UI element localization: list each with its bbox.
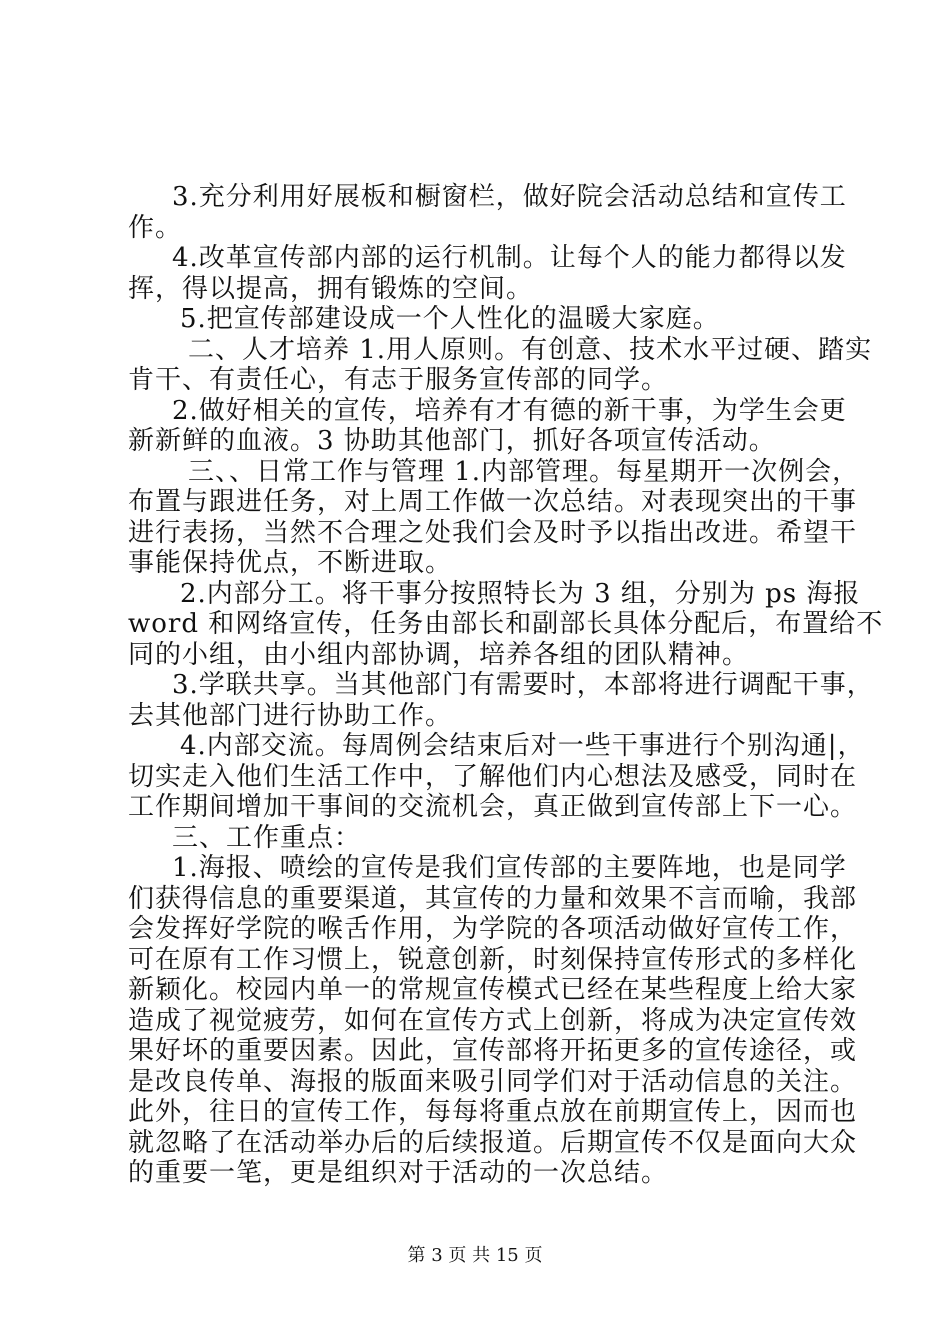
page-number-footer: 第 3 页 共 15 页 [407,1245,543,1266]
text-line: 的重要一笔，更是组织对于活动的一次总结。 [128,1158,669,1188]
text-line: 3.充分利用好展板和橱窗栏，做好院会活动总结和宣传工 [172,182,847,212]
text-line: 挥，得以提高，拥有锻炼的空间。 [128,273,534,304]
text-line: 3.学联共享。当其他部门有需要时，本部将进行调配干事， [172,670,874,700]
text-line: 2.做好相关的宣传，培养有才有德的新干事，为学生会更 [172,395,847,426]
text-line: 同的小组，由小组内部协调，培养各组的团队精神。 [128,639,750,670]
text-line: 可在原有工作习惯上，锐意创新，时刻保持宣传形式的多样化 [128,944,858,975]
text-line: 事能保持优点，不断进取。 [128,548,453,578]
text-line: 会发挥好学院的喉舌作用，为学院的各项活动做好宣传工作， [128,914,858,944]
text-line: 4.内部交流。每周例会结束后对一些干事进行个别沟通|， [180,731,865,761]
text-line: 新新鲜的血液。3 协助其他部门，抓好各项宣传活动。 [128,426,776,456]
text-line: word 和网络宣传，任务由部长和副部长具体分配后，布置给不 [128,609,884,639]
section-heading: 三、工作重点： [172,822,362,853]
text-line: 三、、日常工作与管理 1.内部管理。每星期开一次例会， [188,456,860,487]
text-line: 就忽略了在活动举办后的后续报道。后期宣传不仅是面向大众 [128,1127,858,1158]
text-line: 4.改革宣传部内部的运行机制。让每个人的能力都得以发 [172,243,847,273]
text-line: 布置与跟进任务，对上周工作做一次总结。对表现突出的干事 [128,487,858,517]
text-line: 果好坏的重要因素。因此，宣传部将开拓更多的宣传途径，或 [128,1036,858,1066]
text-line: 去其他部门进行协助工作。 [128,700,453,731]
text-line: 1.海报、喷绘的宣传是我们宣传部的主要阵地，也是同学 [172,853,847,883]
text-line: 二、人才培养 1.用人原则。有创意、技术水平过硬、踏实 [188,334,873,365]
text-line: 肯干、有责任心，有志于服务宣传部的同学。 [128,365,669,395]
text-line: 新颖化。校园内单一的常规宣传模式已经在某些程度上给大家 [128,975,858,1005]
text-line: 们获得信息的重要渠道，其宣传的力量和效果不言而喻，我部 [128,883,858,914]
text-line: 工作期间增加干事间的交流机会，真正做到宣传部上下一心。 [128,792,858,822]
text-line: 5.把宣传部建设成一个人性化的温暖大家庭。 [180,304,720,334]
text-line: 进行表扬，当然不合理之处我们会及时予以指出改进。希望干 [128,517,858,548]
text-line: 作。 [128,212,183,243]
text-line: 造成了视觉疲劳，如何在宣传方式上创新，将成为决定宣传效 [128,1005,858,1036]
text-line: 2.内部分工。将干事分按照特长为 3 组，分别为 ps 海报 [180,578,861,609]
text-line: 此外，往日的宣传工作，每每将重点放在前期宣传上，因而也 [128,1097,858,1127]
text-line: 切实走入他们生活工作中，了解他们内心想法及感受，同时在 [128,761,858,792]
text-line: 是改良传单、海报的版面来吸引同学们对于活动信息的关注。 [128,1066,858,1097]
